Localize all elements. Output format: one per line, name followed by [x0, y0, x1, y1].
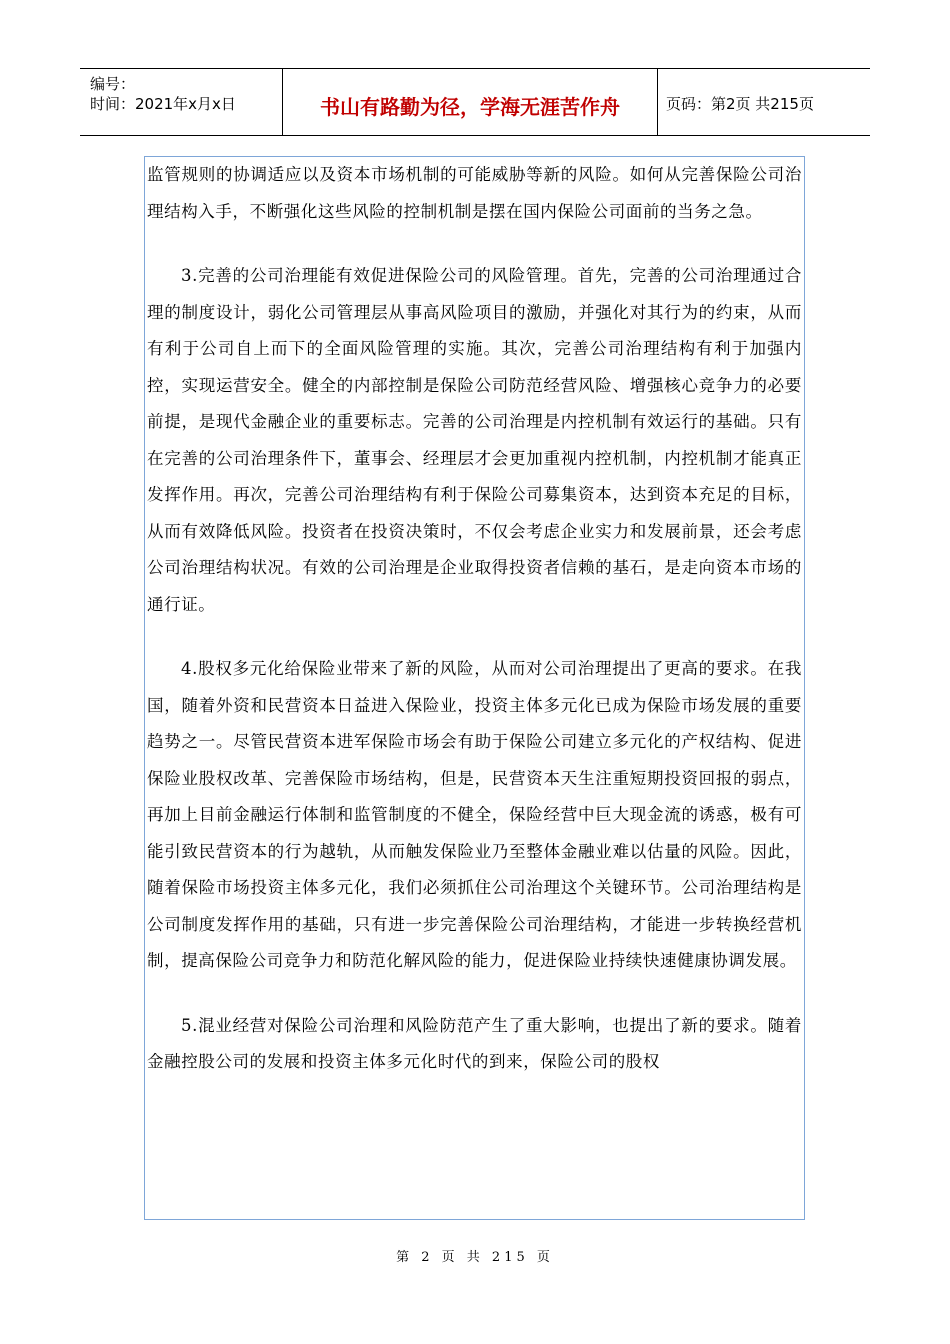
- header-motto-cell: [282, 69, 658, 135]
- paragraph-point-4: 4.股权多元化给保险业带来了新的风险，从而对公司治理提出了更高的要求。在我国，随着外资和民营资本日益进入保险业，投资主体多元化已成为保险市场发展的重要趋势之一。尽管民营资本进军保险市场会有助于保险公司建立多元化的产权结构、促进保险业股权改革、完善保险市场结构，但是，民营资本天生注重短期投资回报的弱点，再加上目前金融运行体制和监管制度的不健全，保险经营中巨大现金流的诱惑，极有可能引致民营资本的行为越轨，从而触发保险业乃至整体金融业难以估量的风险。因此，随着保险市场投资主体多元化，我们必须抓住公司治理这个关键环节。公司治理结构是公司制度发挥作用的基础，只有进一步完善保险公司治理结构，才能进一步转换经营机制，提高保险公司竞争力和防范化解风险的能力，促进保险业持续快速健康协调发展。: [147, 659, 802, 970]
- document-date-label: 时间：2021年x月x日: [90, 95, 236, 113]
- header-info-cell: [80, 69, 282, 135]
- header-motto: 书山有路勤为径，学海无涯苦作舟: [320, 95, 620, 119]
- paragraph-point-3: 3.完善的公司治理能有效促进保险公司的风险管理。首先，完善的公司治理通过合理的制度设计，弱化公司管理层从事高风险项目的激励，并强化对其行为的约束，从而有利于公司自上而下的全面风险管理的实施。其次，完善公司治理结构有利于加强内控，实现运营安全。健全的内部控制是保险公司防范经营风险、增强核心竞争力的必要前提，是现代金融企业的重要标志。完善的公司治理是内控机制有效运行的基础。只有在完善的公司治理条件下，董事会、经理层才会更加重视内控机制，内控机制才能真正发挥作用。再次，完善公司治理结构有利于保险公司募集资本，达到资本充足的目标，从而有效降低风险。投资者在投资决策时，不仅会考虑企业实力和发展前景，还会考虑公司治理结构状况。有效的公司治理是企业取得投资者信赖的基石，是走向资本市场的通行证。: [147, 266, 802, 614]
- page-footer: 第 2 页 共 215 页: [396, 1250, 554, 1265]
- content-frame: [144, 156, 805, 1220]
- document-number-label: 编号：: [90, 75, 136, 93]
- header-page-number: 页码：第2页 共215页: [666, 95, 814, 113]
- paragraph-continuation: 监管规则的协调适应以及资本市场机制的可能威胁等新的风险。如何从完善保险公司治理结构入手，不断强化这些风险的控制机制是摆在国内保险公司面前的当务之急。: [147, 165, 802, 221]
- header-page-cell: [658, 69, 870, 135]
- page-header: [80, 68, 870, 136]
- paragraph-point-5: 5.混业经营对保险公司治理和风险防范产生了重大影响，也提出了新的要求。随着金融控股公司的发展和投资主体多元化时代的到来，保险公司的股权: [147, 1015, 802, 1071]
